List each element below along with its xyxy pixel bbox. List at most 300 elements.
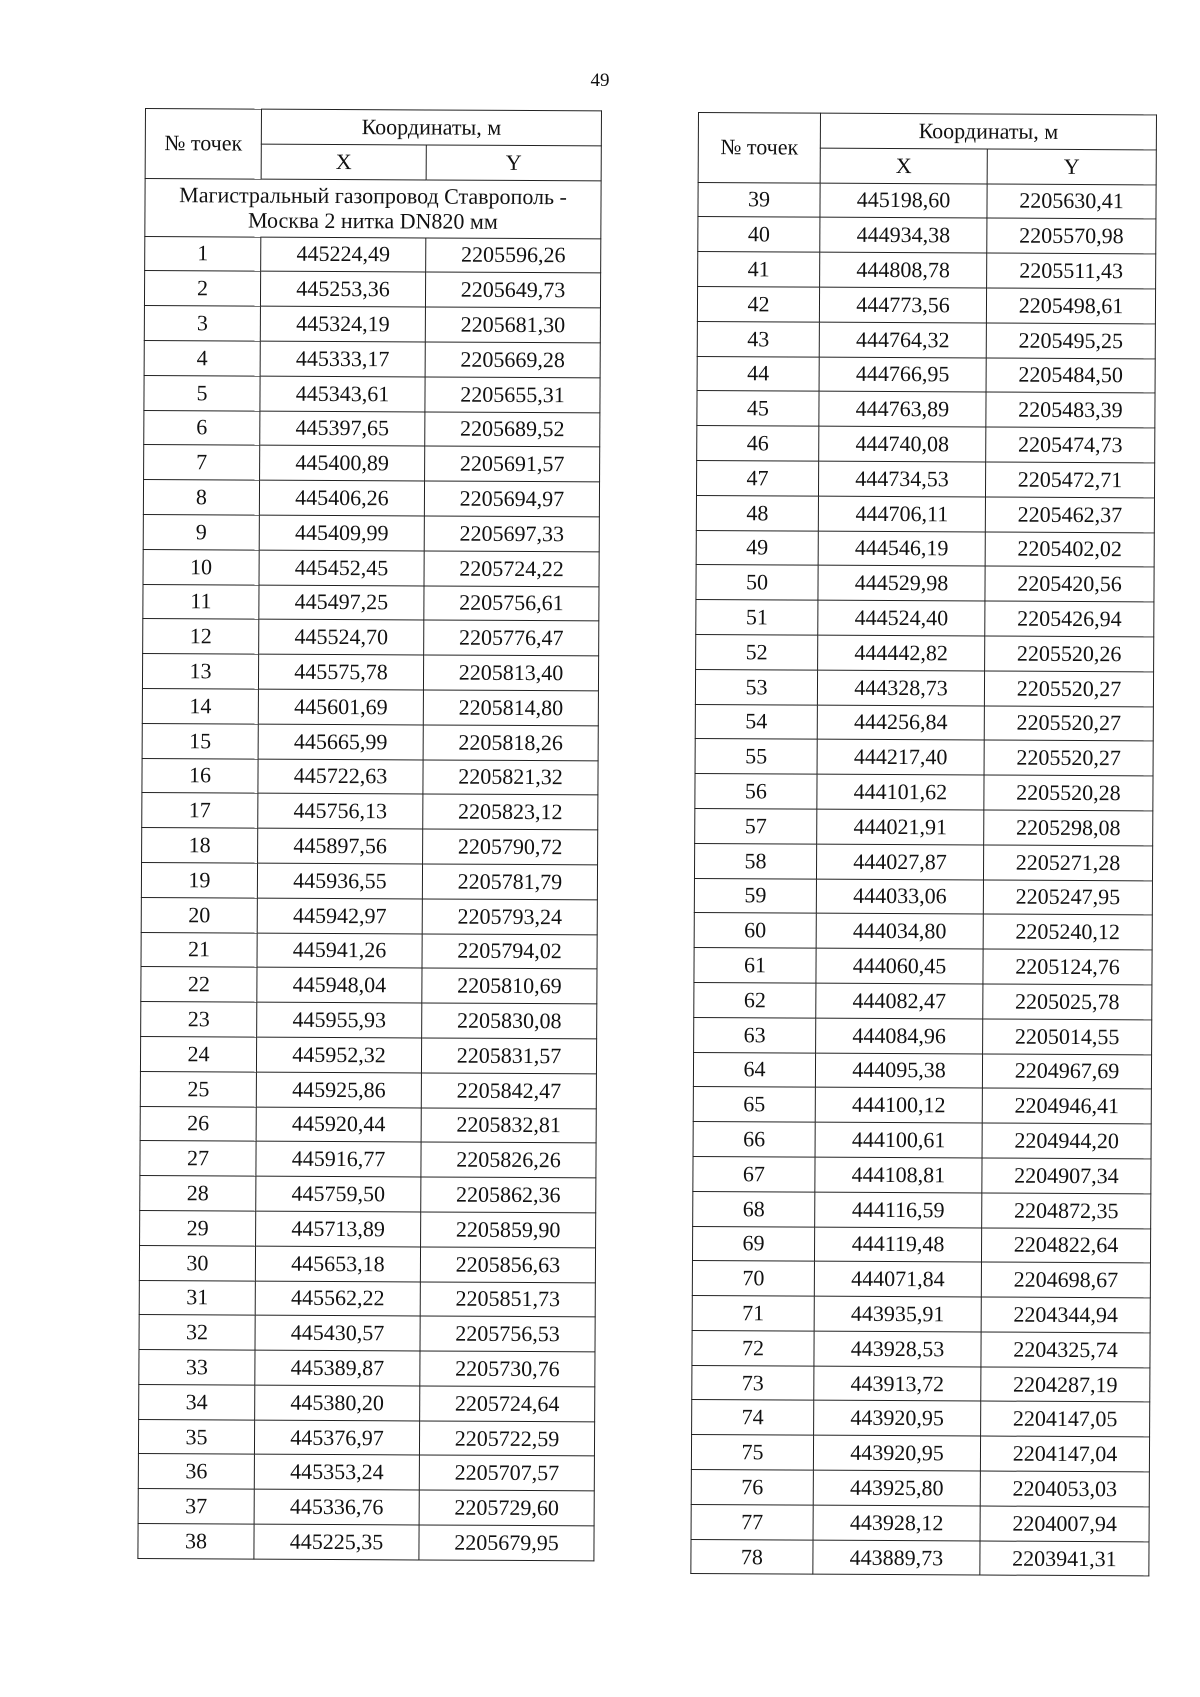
y-coordinate: 2205851,73 — [420, 1281, 595, 1317]
point-number: 53 — [695, 669, 817, 704]
y-coordinate: 2205689,52 — [425, 412, 600, 448]
point-number: 27 — [140, 1141, 256, 1176]
point-number: 68 — [693, 1191, 815, 1226]
table-row — [694, 843, 1152, 880]
page-number: 49 — [590, 70, 610, 91]
point-number: 63 — [694, 1017, 816, 1052]
x-coordinate: 443928,53 — [814, 1331, 981, 1367]
x-coordinate: 444740,08 — [819, 426, 986, 462]
x-coordinate: 445389,87 — [255, 1350, 420, 1386]
table-row — [698, 252, 1156, 289]
point-number: 7 — [144, 445, 260, 480]
point-number: 9 — [143, 514, 259, 549]
table-row — [695, 669, 1153, 706]
y-coordinate: 2204287,19 — [981, 1367, 1150, 1403]
table-row — [691, 1504, 1149, 1541]
x-coordinate: 445497,25 — [259, 585, 424, 621]
point-number: 73 — [692, 1365, 814, 1400]
point-number: 52 — [696, 634, 818, 669]
y-coordinate: 2204698,67 — [981, 1262, 1150, 1298]
point-number: 76 — [691, 1470, 813, 1505]
x-coordinate: 445430,57 — [255, 1315, 420, 1351]
x-coordinate: 445920,44 — [256, 1107, 421, 1143]
x-coordinate: 445336,76 — [254, 1489, 419, 1525]
point-number: 41 — [698, 252, 820, 287]
x-coordinate: 445601,69 — [258, 689, 423, 725]
y-coordinate: 2205781,79 — [422, 864, 597, 900]
table-row — [697, 391, 1155, 428]
y-coordinate: 2205498,61 — [986, 288, 1155, 324]
x-coordinate: 444217,40 — [817, 739, 984, 775]
table-row — [692, 1261, 1150, 1298]
table-row — [143, 480, 599, 517]
x-coordinate: 443935,91 — [814, 1296, 981, 1332]
x-coordinate: 444773,56 — [819, 287, 986, 323]
y-coordinate: 2205756,53 — [420, 1316, 595, 1352]
y-coordinate: 2205707,57 — [419, 1455, 594, 1491]
table-row — [695, 704, 1153, 741]
y-coordinate: 2205724,64 — [420, 1386, 595, 1422]
y-coordinate: 2205014,55 — [983, 1019, 1152, 1055]
table-row — [692, 1296, 1150, 1333]
table-row — [142, 654, 598, 691]
y-coordinate: 2205681,30 — [425, 307, 600, 343]
y-coordinate: 2205495,25 — [986, 323, 1155, 359]
x-coordinate: 445653,18 — [255, 1246, 420, 1282]
point-number: 47 — [696, 460, 818, 495]
y-coordinate: 2205790,72 — [423, 829, 598, 865]
x-coordinate: 443925,80 — [813, 1470, 980, 1506]
point-number: 34 — [139, 1384, 255, 1419]
y-coordinate: 2205697,33 — [424, 516, 599, 552]
table-row — [697, 356, 1155, 393]
point-number: 2 — [144, 271, 260, 306]
y-coordinate: 2205722,59 — [419, 1421, 594, 1457]
table-row — [691, 1539, 1149, 1576]
point-number: 78 — [691, 1539, 813, 1574]
point-number: 28 — [140, 1176, 256, 1211]
header-y: Y — [426, 145, 601, 181]
x-coordinate: 445955,93 — [257, 1002, 422, 1038]
point-number: 35 — [138, 1419, 254, 1454]
table-row — [693, 1122, 1151, 1159]
y-coordinate: 2205821,32 — [423, 760, 598, 796]
point-number: 61 — [694, 948, 816, 983]
x-coordinate: 445562,22 — [255, 1281, 420, 1317]
x-coordinate: 444033,06 — [816, 879, 983, 915]
point-number: 77 — [691, 1504, 813, 1539]
table-row — [144, 340, 600, 377]
point-number: 5 — [144, 375, 260, 410]
table-row — [139, 1350, 595, 1387]
x-coordinate: 444095,38 — [815, 1053, 982, 1089]
table-row — [695, 774, 1153, 811]
table-row — [143, 619, 599, 656]
table-row — [140, 1141, 596, 1178]
table-row — [692, 1400, 1150, 1437]
y-coordinate: 2204147,05 — [981, 1401, 1150, 1437]
point-number: 11 — [143, 584, 259, 619]
table-row — [697, 286, 1155, 323]
x-coordinate: 444546,19 — [818, 531, 985, 567]
table-row — [694, 948, 1152, 985]
point-number: 39 — [698, 182, 820, 217]
y-coordinate: 2204344,94 — [981, 1297, 1150, 1333]
y-coordinate: 2205402,02 — [985, 532, 1154, 568]
y-coordinate: 2204325,74 — [981, 1332, 1150, 1368]
x-coordinate: 444766,95 — [819, 357, 986, 393]
table-row — [140, 1071, 596, 1108]
point-number: 29 — [140, 1210, 256, 1245]
x-coordinate: 445948,04 — [257, 967, 422, 1003]
header-x: X — [261, 144, 426, 180]
y-coordinate: 2205484,50 — [986, 358, 1155, 394]
y-coordinate: 2205520,28 — [984, 775, 1153, 811]
x-coordinate: 444256,84 — [817, 705, 984, 741]
table-row — [142, 793, 598, 830]
table-row — [138, 1489, 594, 1526]
table-row — [141, 862, 597, 899]
y-coordinate: 2205655,31 — [425, 377, 600, 413]
y-coordinate: 2205832,81 — [421, 1107, 596, 1143]
point-number: 15 — [142, 723, 258, 758]
point-number: 25 — [140, 1071, 256, 1106]
table-row — [694, 982, 1152, 1019]
point-number: 18 — [142, 828, 258, 863]
x-coordinate: 445952,32 — [256, 1037, 421, 1073]
table-row — [693, 1087, 1151, 1124]
point-number: 50 — [696, 565, 818, 600]
header-point-no: № точек — [145, 109, 261, 179]
x-coordinate: 444021,91 — [817, 809, 984, 845]
x-coordinate: 444764,32 — [819, 322, 986, 358]
y-coordinate: 2205776,47 — [424, 620, 599, 656]
point-number: 72 — [692, 1330, 814, 1365]
table-row — [144, 410, 600, 447]
table-row — [144, 271, 600, 308]
x-coordinate: 445406,26 — [259, 480, 424, 516]
table-row — [138, 1419, 594, 1456]
table-row — [141, 967, 597, 1004]
y-coordinate: 2205793,24 — [422, 899, 597, 935]
table-row — [696, 634, 1154, 671]
point-number: 37 — [138, 1489, 254, 1524]
x-coordinate: 445253,36 — [260, 271, 425, 307]
y-coordinate: 2205756,61 — [424, 586, 599, 622]
table-row — [145, 236, 601, 273]
left-table-body — [138, 236, 601, 1561]
x-coordinate: 445353,24 — [254, 1455, 419, 1491]
point-number: 74 — [692, 1400, 814, 1435]
table-row — [139, 1315, 595, 1352]
y-coordinate: 2205830,08 — [422, 1003, 597, 1039]
y-coordinate: 2205271,28 — [983, 845, 1152, 881]
y-coordinate: 2205298,08 — [984, 810, 1153, 846]
x-coordinate: 444071,84 — [814, 1261, 981, 1297]
x-coordinate: 444100,61 — [815, 1122, 982, 1158]
x-coordinate: 445380,20 — [255, 1385, 420, 1421]
x-coordinate: 444442,82 — [818, 635, 985, 671]
y-coordinate: 2205247,95 — [983, 880, 1152, 916]
point-number: 58 — [694, 843, 816, 878]
x-coordinate: 444084,96 — [816, 1018, 983, 1054]
table-row — [694, 913, 1152, 950]
point-number: 59 — [694, 878, 816, 913]
y-coordinate: 2205862,36 — [421, 1177, 596, 1213]
table-row — [694, 1017, 1152, 1054]
table-row — [143, 549, 599, 586]
y-coordinate: 2205813,40 — [423, 655, 598, 691]
table-row — [695, 808, 1153, 845]
point-number: 44 — [697, 356, 819, 391]
y-coordinate: 2205520,26 — [985, 636, 1154, 672]
x-coordinate: 444524,40 — [818, 600, 985, 636]
point-number: 40 — [698, 217, 820, 252]
y-coordinate: 2205520,27 — [984, 706, 1153, 742]
point-number: 31 — [139, 1280, 255, 1315]
point-number: 54 — [695, 704, 817, 739]
x-coordinate: 444763,89 — [819, 392, 986, 428]
table-row — [692, 1365, 1150, 1402]
point-number: 24 — [140, 1036, 256, 1071]
y-coordinate: 2205472,71 — [985, 462, 1154, 498]
table-row — [139, 1280, 595, 1317]
header-point-no: № точек — [698, 113, 820, 183]
y-coordinate: 2205818,26 — [423, 725, 598, 761]
y-coordinate: 2205831,57 — [421, 1038, 596, 1074]
y-coordinate: 2205859,90 — [421, 1212, 596, 1248]
y-coordinate: 2204872,35 — [982, 1193, 1151, 1229]
x-coordinate: 445941,26 — [257, 933, 422, 969]
table-row — [141, 897, 597, 934]
section-title: Магистральный газопровод Ставрополь - Москва 2 нитка DN820 мм — [145, 178, 601, 238]
x-coordinate: 444034,80 — [816, 913, 983, 949]
point-number: 55 — [695, 739, 817, 774]
x-coordinate: 445759,50 — [256, 1176, 421, 1212]
x-coordinate: 445409,99 — [259, 515, 424, 551]
header-coordinates: Координаты, м — [261, 109, 601, 146]
point-number: 66 — [693, 1122, 815, 1157]
x-coordinate: 444328,73 — [817, 670, 984, 706]
y-coordinate: 2205649,73 — [425, 272, 600, 308]
table-row — [698, 217, 1156, 254]
table-row — [694, 878, 1152, 915]
point-number: 3 — [144, 306, 260, 341]
x-coordinate: 445575,78 — [258, 654, 423, 690]
point-number: 57 — [695, 808, 817, 843]
table-row — [142, 688, 598, 725]
x-coordinate: 445376,97 — [254, 1420, 419, 1456]
table-row — [144, 375, 600, 412]
x-coordinate: 445925,86 — [256, 1072, 421, 1108]
table-row — [141, 932, 597, 969]
x-coordinate: 445225,35 — [254, 1524, 419, 1560]
x-coordinate: 444116,59 — [815, 1192, 982, 1228]
x-coordinate: 443920,95 — [814, 1401, 981, 1437]
y-coordinate: 2204944,20 — [982, 1123, 1151, 1159]
table-row — [142, 758, 598, 795]
y-coordinate: 2205630,41 — [987, 184, 1156, 220]
y-coordinate: 2204053,03 — [980, 1471, 1149, 1507]
x-coordinate: 445452,45 — [259, 550, 424, 586]
x-coordinate: 445343,61 — [260, 376, 425, 412]
y-coordinate: 2204907,34 — [982, 1158, 1151, 1194]
y-coordinate: 2205426,94 — [985, 601, 1154, 637]
x-coordinate: 445916,77 — [256, 1141, 421, 1177]
point-number: 64 — [693, 1052, 815, 1087]
point-number: 38 — [138, 1524, 254, 1559]
y-coordinate: 2205240,12 — [983, 914, 1152, 950]
y-coordinate: 2205856,63 — [420, 1247, 595, 1283]
table-row — [695, 739, 1153, 776]
point-number: 69 — [692, 1226, 814, 1261]
y-coordinate: 2205679,95 — [419, 1525, 594, 1561]
x-coordinate: 443889,73 — [813, 1540, 980, 1576]
y-coordinate: 2205730,76 — [420, 1351, 595, 1387]
y-coordinate: 2205724,22 — [424, 551, 599, 587]
y-coordinate: 2205691,57 — [425, 446, 600, 482]
y-coordinate: 2205842,47 — [421, 1073, 596, 1109]
y-coordinate: 2205794,02 — [422, 933, 597, 969]
x-coordinate: 445333,17 — [260, 341, 425, 377]
point-number: 62 — [694, 982, 816, 1017]
point-number: 22 — [141, 967, 257, 1002]
point-number: 60 — [694, 913, 816, 948]
y-coordinate: 2205520,27 — [984, 740, 1153, 776]
x-coordinate: 444100,12 — [815, 1087, 982, 1123]
point-number: 17 — [142, 793, 258, 828]
table-row — [139, 1245, 595, 1282]
y-coordinate: 2205474,73 — [986, 427, 1155, 463]
x-coordinate: 445897,56 — [258, 828, 423, 864]
point-number: 20 — [141, 897, 257, 932]
x-coordinate: 443928,12 — [813, 1505, 980, 1541]
point-number: 45 — [697, 391, 819, 426]
x-coordinate: 445942,97 — [257, 898, 422, 934]
point-number: 30 — [139, 1245, 255, 1280]
table-row — [698, 182, 1156, 219]
table-row — [696, 530, 1154, 567]
point-number: 46 — [697, 426, 819, 461]
y-coordinate: 2205669,28 — [425, 342, 600, 378]
coordinates-table-left — [137, 108, 602, 1561]
y-coordinate: 2205483,39 — [986, 392, 1155, 428]
table-row — [696, 460, 1154, 497]
y-coordinate: 2205520,27 — [984, 671, 1153, 707]
table-row — [692, 1330, 1150, 1367]
x-coordinate: 445524,70 — [259, 619, 424, 655]
x-coordinate: 445713,89 — [256, 1211, 421, 1247]
table-row — [138, 1454, 594, 1491]
table-row — [696, 565, 1154, 602]
x-coordinate: 444934,38 — [820, 218, 987, 254]
point-number: 67 — [693, 1156, 815, 1191]
point-number: 26 — [140, 1106, 256, 1141]
table-row — [139, 1384, 595, 1421]
point-number: 75 — [691, 1435, 813, 1470]
x-coordinate: 444108,81 — [815, 1157, 982, 1193]
header-x: X — [820, 148, 987, 184]
point-number: 32 — [139, 1315, 255, 1350]
table-row — [691, 1470, 1149, 1507]
point-number: 13 — [142, 654, 258, 689]
point-number: 8 — [143, 480, 259, 515]
table-row — [143, 584, 599, 621]
table-row — [142, 828, 598, 865]
x-coordinate: 445400,89 — [260, 445, 425, 481]
x-coordinate: 445397,65 — [260, 411, 425, 447]
y-coordinate: 2205814,80 — [423, 690, 598, 726]
table-row — [697, 426, 1155, 463]
point-number: 70 — [692, 1261, 814, 1296]
x-coordinate: 444060,45 — [816, 948, 983, 984]
point-number: 23 — [141, 1002, 257, 1037]
table-row — [140, 1176, 596, 1213]
point-number: 6 — [144, 410, 260, 445]
point-number: 4 — [144, 340, 260, 375]
x-coordinate: 445936,55 — [257, 863, 422, 899]
y-coordinate: 2204822,64 — [981, 1228, 1150, 1264]
table-row — [691, 1435, 1149, 1472]
point-number: 49 — [696, 530, 818, 565]
point-number: 19 — [141, 862, 257, 897]
table-row — [140, 1106, 596, 1143]
y-coordinate: 2205420,56 — [985, 566, 1154, 602]
table-row — [140, 1036, 596, 1073]
y-coordinate: 2205810,69 — [422, 968, 597, 1004]
x-coordinate: 444119,48 — [814, 1227, 981, 1263]
point-number: 1 — [145, 236, 261, 271]
point-number: 16 — [142, 758, 258, 793]
point-number: 14 — [142, 688, 258, 723]
x-coordinate: 444027,87 — [816, 844, 983, 880]
x-coordinate: 444808,78 — [820, 252, 987, 288]
header-y: Y — [987, 149, 1156, 185]
point-number: 48 — [696, 495, 818, 530]
table-row — [140, 1210, 596, 1247]
y-coordinate: 2203941,31 — [980, 1541, 1149, 1577]
x-coordinate: 445756,13 — [258, 793, 423, 829]
y-coordinate: 2205826,26 — [421, 1142, 596, 1178]
table-row — [142, 723, 598, 760]
y-coordinate: 2205025,78 — [983, 984, 1152, 1020]
table-row — [692, 1226, 1150, 1263]
x-coordinate: 444082,47 — [816, 983, 983, 1019]
point-number: 71 — [692, 1296, 814, 1331]
x-coordinate: 444529,98 — [818, 565, 985, 601]
coordinates-table-right — [690, 112, 1157, 1577]
y-coordinate: 2204967,69 — [982, 1054, 1151, 1090]
x-coordinate: 444706,11 — [818, 496, 985, 532]
x-coordinate: 445324,19 — [260, 306, 425, 342]
x-coordinate: 445665,99 — [258, 724, 423, 760]
y-coordinate: 2205729,60 — [419, 1490, 594, 1526]
x-coordinate: 443913,72 — [814, 1366, 981, 1402]
table-row — [144, 445, 600, 482]
y-coordinate: 2205596,26 — [426, 238, 601, 274]
point-number: 42 — [697, 286, 819, 321]
y-coordinate: 2205694,97 — [424, 481, 599, 517]
y-coordinate: 2205124,76 — [983, 949, 1152, 985]
point-number: 43 — [697, 321, 819, 356]
point-number: 36 — [138, 1454, 254, 1489]
x-coordinate: 443920,95 — [813, 1435, 980, 1471]
table-row — [141, 1002, 597, 1039]
y-coordinate: 2204946,41 — [982, 1088, 1151, 1124]
table-row — [696, 495, 1154, 532]
point-number: 65 — [693, 1087, 815, 1122]
table-row — [138, 1524, 594, 1561]
